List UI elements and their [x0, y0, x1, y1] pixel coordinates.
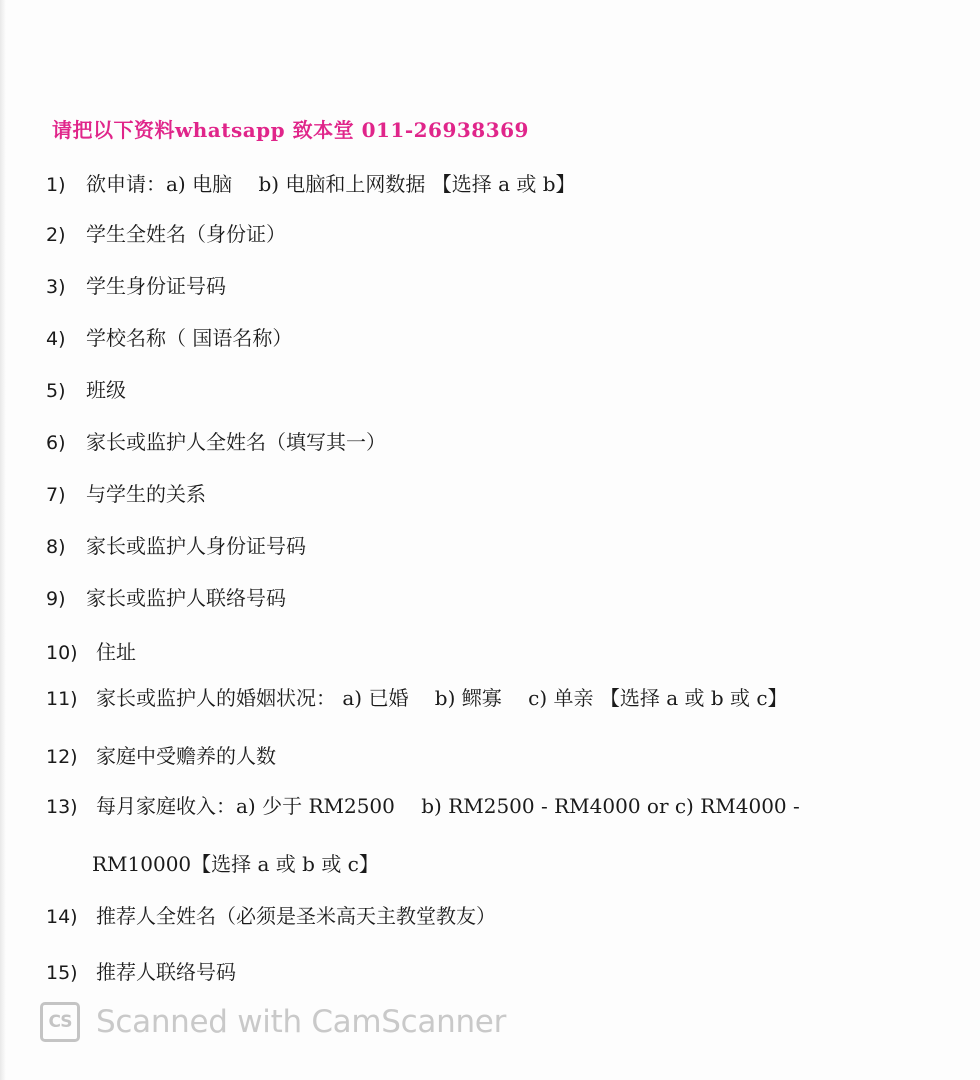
- list-item-9: [46, 582, 286, 611]
- item-text: 推荐人全姓名（必须是圣米高天主教堂教友）: [96, 904, 496, 928]
- item-text: 家长或监护人全姓名（填写其一）: [86, 430, 386, 454]
- camscanner-watermark: [40, 1002, 506, 1042]
- list-item-4: [46, 322, 292, 351]
- item-text: 推荐人联络号码: [96, 960, 236, 984]
- item-number: 5): [46, 380, 66, 402]
- item-number: 2): [46, 224, 66, 246]
- item-text: 与学生的关系: [86, 482, 206, 506]
- item-number: 4): [46, 328, 66, 350]
- list-item-8: [46, 530, 306, 559]
- item-number: 1): [46, 174, 66, 196]
- item-number: 9): [46, 588, 66, 610]
- item-text: 家长或监护人联络号码: [86, 586, 286, 610]
- item-text: 家长或监护人的婚姻状况： a) 已婚 b) 鳏寡 c) 单亲 【选择 a 或 b 或 c】: [96, 686, 788, 710]
- item-number: 14): [46, 906, 78, 928]
- item-number: 3): [46, 276, 66, 298]
- item-number: 10): [46, 642, 78, 664]
- item-number: 15): [46, 962, 78, 984]
- list-item-1: [46, 168, 576, 197]
- page-edge-shadow: [0, 0, 6, 1080]
- list-item-7: [46, 478, 206, 507]
- item-number: 6): [46, 432, 66, 454]
- item-number: 7): [46, 484, 66, 506]
- list-item-6: [46, 426, 386, 455]
- item-text: 家庭中受赡养的人数: [96, 744, 276, 768]
- camscanner-logo-icon: CS: [40, 1002, 80, 1042]
- item-number: 8): [46, 536, 66, 558]
- item-text: 班级: [86, 378, 126, 402]
- item-number: 12): [46, 746, 78, 768]
- item-text: 欲申请：a) 电脑 b) 电脑和上网数据 【选择 a 或 b】: [86, 172, 576, 196]
- list-item-3: [46, 270, 226, 299]
- list-item-2: [46, 218, 286, 247]
- item-text: 学校名称（ 国语名称）: [86, 326, 293, 350]
- item-text: 住址: [96, 640, 136, 664]
- item-number: 13): [46, 796, 78, 818]
- list-item-5: [46, 374, 126, 403]
- document-header: 请把以下资料whatsapp 致本堂 011-26938369: [52, 118, 529, 142]
- watermark-text: Scanned with CamScanner: [96, 1004, 507, 1040]
- list-item-12: [46, 740, 276, 769]
- item-text: 家长或监护人身份证号码: [86, 534, 306, 558]
- list-item-15: [46, 956, 236, 985]
- item-text: 学生全姓名（身份证）: [86, 222, 286, 246]
- item-text: 每月家庭收入：a) 少于 RM2500 b) RM2500 - RM4000 or c) RM4000 -: [96, 794, 800, 818]
- item-number: 11): [46, 688, 78, 710]
- list-item-13-continuation: RM10000【选择 a 或 b 或 c】: [92, 852, 379, 876]
- list-item-13: [46, 790, 800, 819]
- list-item-11: [46, 682, 788, 711]
- item-text: 学生身份证号码: [86, 274, 226, 298]
- list-item-14: [46, 900, 496, 929]
- list-item-10: [46, 636, 136, 665]
